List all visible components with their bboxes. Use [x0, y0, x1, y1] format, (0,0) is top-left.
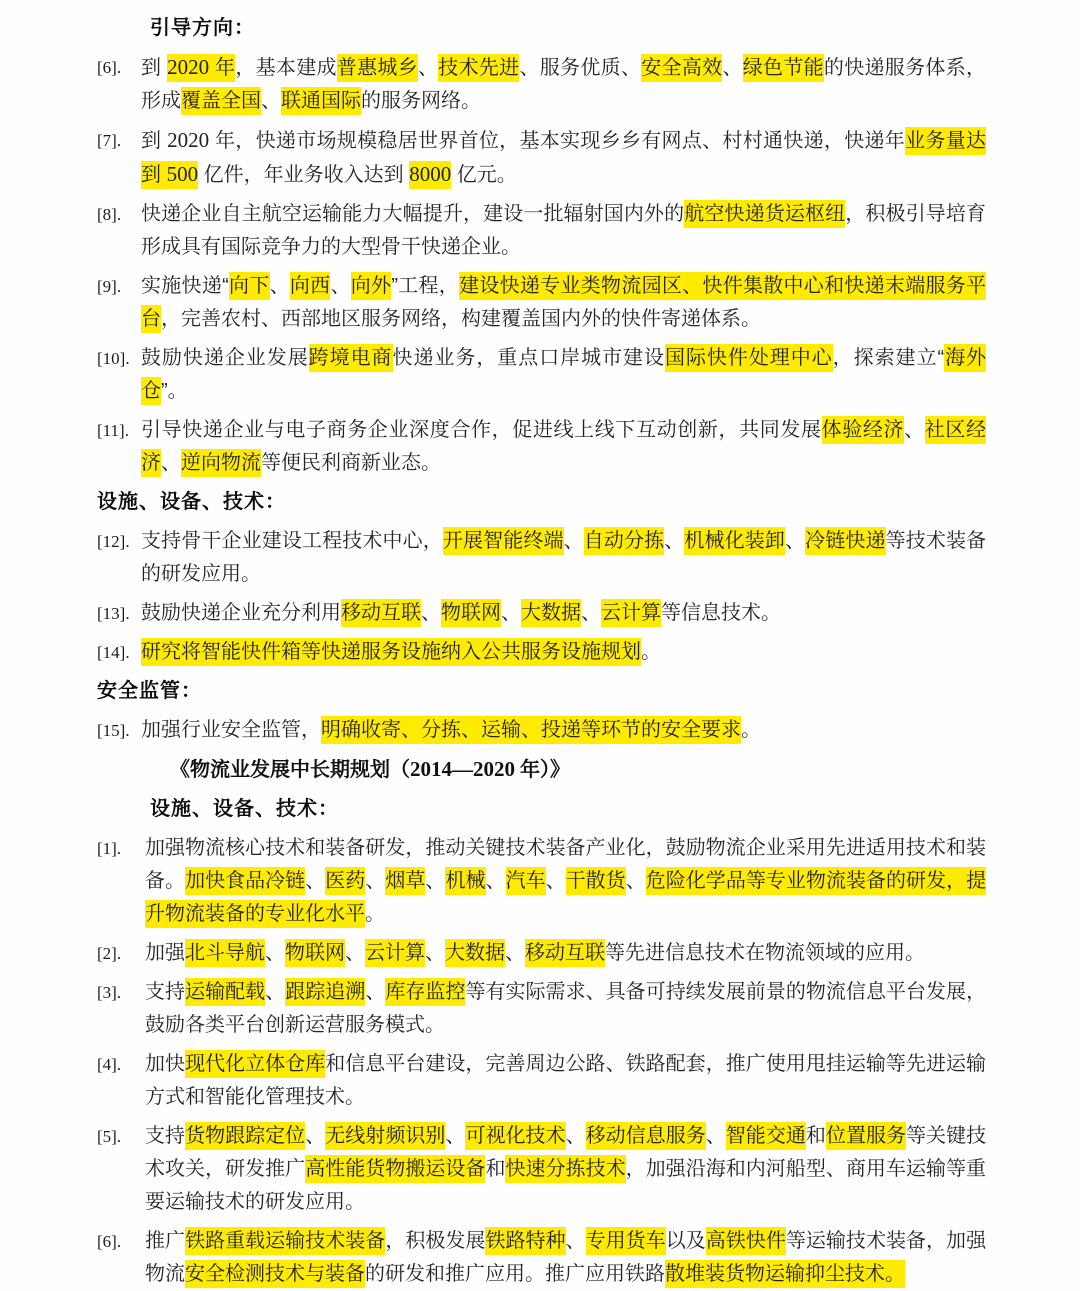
list-item — [97, 414, 986, 480]
item-label: [15]. — [97, 721, 130, 740]
highlight-text: 向下 — [229, 272, 270, 300]
section-heading: 设施、设备、技术： — [150, 798, 339, 820]
highlight-text: 云计算 — [365, 939, 425, 967]
numeral: 2014—2020 — [410, 757, 515, 781]
numeral: 2020 — [167, 55, 210, 79]
item-label: [9]. — [97, 277, 122, 296]
highlight-text: 专用货车 — [586, 1227, 666, 1255]
highlight-text: 烟草 — [385, 867, 425, 895]
item-text: 鼓励快递企业发展跨境电商快递业务，重点口岸城市建设国际快件处理中心，探索建立“海外仓”。 — [141, 342, 986, 408]
item-label: [10]. — [97, 349, 130, 368]
section-heading: 引导方向： — [150, 17, 255, 39]
item-text: 支持运输配载、跟踪追溯、库存监控等有实际需求、具备可持续发展前景的物流信息平台发展，鼓励各类平台创新运营服务模式。 — [145, 976, 986, 1042]
item-label: [1]. — [97, 839, 122, 858]
highlight-text: 云计算 — [601, 599, 661, 627]
highlight-text: 散堆装货物运输抑尘技术。 — [665, 1260, 905, 1288]
highlight-text: 海外仓 — [141, 344, 986, 405]
highlight-text: 铁路特种 — [485, 1227, 565, 1255]
highlight-text: 机械 — [445, 867, 485, 895]
section-heading: 设施、设备、技术： — [97, 491, 286, 513]
item-label: [12]. — [97, 532, 130, 551]
list-item — [97, 976, 986, 1042]
list-item — [97, 51, 986, 118]
list-item — [97, 1048, 986, 1114]
highlight-text: 技术先进 — [438, 54, 519, 82]
highlight-text: 航空快递货运枢纽 — [684, 200, 845, 228]
item-text: 研究将智能快件箱等快递服务设施纳入公共服务设施规划。 — [141, 636, 986, 669]
highlight-text: 运输配载 — [185, 978, 265, 1006]
highlight-text: 位置服务 — [826, 1122, 906, 1150]
item-label: [2]. — [97, 944, 122, 963]
item-text: 快递企业自主航空运输能力大幅提升，建设一批辐射国内外的航空快递货运枢纽，积极引导培育形成具有国际竞争力的大型骨干快递企业。 — [141, 198, 986, 264]
highlight-text: 跨境电商 — [309, 344, 393, 372]
highlight-text: 高性能货物搬运设备 — [305, 1155, 485, 1183]
numeral: 2020 — [167, 128, 210, 152]
highlight-text: 普惠城乡 — [337, 54, 418, 82]
item-text: 加强行业安全监管，明确收寄、分拣、运输、投递等环节的安全要求。 — [141, 714, 986, 747]
highlight-text: 现代化立体仓库 — [185, 1050, 325, 1078]
item-text: 实施快递“向下、向西、向外”工程，建设快递专业类物流园区、快件集散中心和快递末端服务平台，完善农村、西部地区服务网络，构建覆盖国内外的快件寄递体系。 — [141, 270, 986, 336]
highlight-text: 体验经济 — [822, 416, 905, 444]
item-label: [8]. — [97, 205, 122, 224]
highlight-text: 覆盖全国 — [181, 87, 261, 115]
highlight-text: 向西 — [290, 272, 331, 300]
highlight-text: 业务量达到 500 — [141, 127, 986, 189]
highlight-text: 2020 年 — [167, 54, 235, 82]
highlight-text: 社区经济 — [141, 416, 986, 477]
highlight-text: 绿色节能 — [743, 54, 824, 82]
list-item — [97, 124, 986, 192]
highlight-text: 铁路重载运输技术装备 — [185, 1227, 385, 1255]
list-item — [97, 937, 986, 970]
list-item — [97, 270, 986, 336]
list-item — [97, 636, 986, 669]
item-text: 支持骨干企业建设工程技术中心，开展智能终端、自动分拣、机械化装卸、冷链快递等技术装备的研发应用。 — [141, 525, 986, 591]
highlight-text: 物联网 — [441, 599, 501, 627]
list-item — [97, 1225, 986, 1291]
numeral: 8000 — [409, 162, 452, 186]
item-label: [6]. — [97, 1232, 122, 1251]
highlight-text: 安全检测技术与装备 — [185, 1260, 365, 1288]
highlight-text: 国际快件处理中心 — [665, 344, 833, 372]
item-label: [4]. — [97, 1055, 122, 1074]
highlight-text: 自动分拣 — [584, 527, 665, 555]
highlight-text: 明确收寄、分拣、运输、投递等环节的安全要求 — [321, 716, 741, 744]
highlight-text: 安全高效 — [641, 54, 722, 82]
highlight-text: 医药 — [325, 867, 365, 895]
numeral: 500 — [166, 162, 199, 186]
item-label: [14]. — [97, 643, 130, 662]
list-item — [97, 525, 986, 591]
item-text: 加强物流核心技术和装备研发，推动关键技术装备产业化，鼓励物流企业采用先进适用技术和装备。加快食品冷链、医药、烟草、机械、汽车、干散货、危险化学品等专业物流装备的研发，提升物流装备的专业化水平。 — [145, 832, 986, 931]
highlight-text: 开展智能终端 — [443, 527, 564, 555]
list-item — [97, 714, 986, 747]
highlight-text: 逆向物流 — [181, 449, 261, 477]
document-title: 《物流业发展中长期规划（2014—2020 年）》 — [170, 757, 570, 781]
item-text: 加强北斗导航、物联网、云计算、大数据、移动互联等先进信息技术在物流领域的应用。 — [145, 937, 986, 970]
item-text: 鼓励快递企业充分利用移动互联、物联网、大数据、云计算等信息技术。 — [141, 597, 986, 630]
highlight-text — [409, 161, 451, 189]
highlight-text: 无线射频识别 — [325, 1122, 445, 1150]
item-label: [3]. — [97, 983, 122, 1002]
item-text: 到 2020 年，快递市场规模稳居世界首位，基本实现乡乡有网点、村村通快递，快递年业务量达到 500 亿件，年业务收入达到 8000 亿元。 — [141, 124, 986, 192]
item-text: 支持货物跟踪定位、无线射频识别、可视化技术、移动信息服务、智能交通和位置服务等关键技术攻关，研发推广高性能货物搬运设备和快速分拣技术，加强沿海和内河船型、商用车运输等重要运输技术的研发应用。 — [145, 1120, 986, 1219]
highlight-text: 跟踪追溯 — [285, 978, 365, 1006]
highlight-text: 物联网 — [285, 939, 345, 967]
highlight-text: 加快食品冷链 — [185, 867, 305, 895]
item-label: [11]. — [97, 421, 129, 440]
highlight-text: 大数据 — [445, 939, 505, 967]
list-item — [97, 1120, 986, 1219]
highlight-text: 北斗导航 — [185, 939, 265, 967]
highlight-text: 库存监控 — [385, 978, 465, 1006]
item-text: 加快现代化立体仓库和信息平台建设，完善周边公路、铁路配套，推广使用甩挂运输等先进运输方式和智能化管理技术。 — [145, 1048, 986, 1114]
item-text: 引导快递企业与电子商务企业深度合作，促进线上线下互动创新，共同发展体验经济、社区经济、逆向物流等便民利商新业态。 — [141, 414, 986, 480]
highlight-text: 大数据 — [521, 599, 581, 627]
highlight-text: 高铁快件 — [706, 1227, 786, 1255]
highlight-text: 汽车 — [506, 867, 546, 895]
list-item — [97, 832, 986, 931]
highlight-text: 移动互联 — [525, 939, 605, 967]
highlight-text: 移动信息服务 — [586, 1122, 706, 1150]
highlight-text: 危险化学品等专业物流装备的研发，提升物流装备的专业化水平 — [145, 867, 986, 928]
highlight-text: 货物跟踪定位 — [185, 1122, 305, 1150]
item-label: [5]. — [97, 1127, 122, 1146]
item-text: 到 2020 年，基本建成普惠城乡、技术先进、服务优质、安全高效、绿色节能的快递服务体系，形成覆盖全国、联通国际的服务网络。 — [141, 51, 986, 118]
highlight-text: 机械化装卸 — [684, 527, 785, 555]
highlight-text: 建设快递专业类物流园区、快件集散中心和快递末端服务平台 — [141, 272, 986, 333]
item-label: [13]. — [97, 604, 130, 623]
document-body — [97, 12, 986, 1291]
item-label: [6]. — [97, 58, 122, 77]
highlight-text: 向外 — [351, 272, 392, 300]
highlight-text: 研究将智能快件箱等快递服务设施纳入公共服务设施规划 — [141, 638, 641, 666]
highlight-text: 冷链快递 — [805, 527, 886, 555]
highlight-text: 智能交通 — [726, 1122, 806, 1150]
highlight-text: 可视化技术 — [465, 1122, 565, 1150]
highlight-text: 联通国际 — [281, 87, 361, 115]
item-label: [7]. — [97, 131, 122, 150]
list-item — [97, 597, 986, 630]
highlight-text: 移动互联 — [341, 599, 421, 627]
item-text: 推广铁路重载运输技术装备，积极发展铁路特种、专用货车以及高铁快件等运输技术装备，加强物流安全检测技术与装备的研发和推广应用。推广应用铁路散堆装货物运输抑尘技术。 — [145, 1225, 986, 1291]
list-item — [97, 342, 986, 408]
highlight-text: 干散货 — [566, 867, 626, 895]
section-heading: 安全监管： — [97, 680, 202, 702]
list-item — [97, 198, 986, 264]
highlight-text: 快速分拣技术 — [505, 1155, 625, 1183]
